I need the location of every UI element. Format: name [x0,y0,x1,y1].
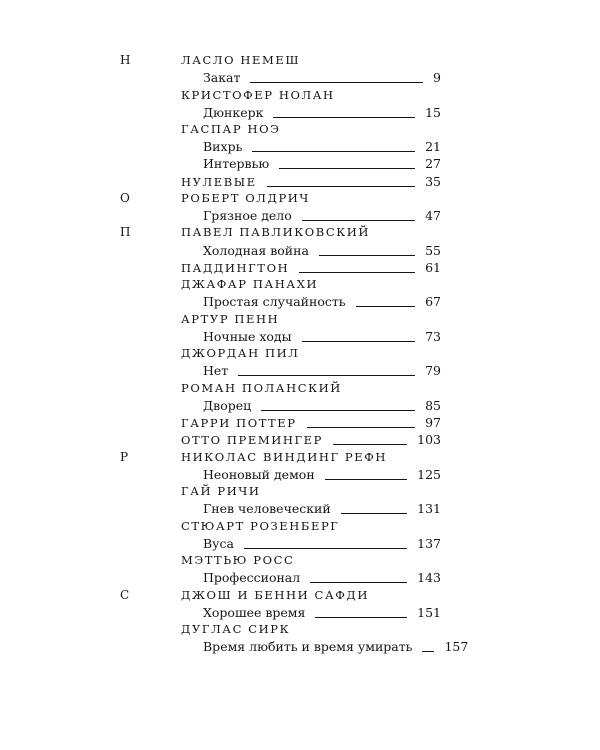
page-number: 85 [425,398,441,413]
author-heading: ДЖОШ И БЕННИ САФДИ [181,588,369,602]
leader-line [302,341,416,342]
toc-entry[interactable] [203,362,441,379]
toc-section-header [0,224,600,241]
entry-title: Холодная война [203,243,309,258]
author-heading: МЭТТЬЮ РОСС [181,553,295,567]
section-letter: О [120,191,130,205]
page-number: 15 [425,105,441,120]
leader-line [261,410,415,411]
toc-entry[interactable] [181,414,441,431]
author-heading: РОБЕРТ ОЛДРИЧ [181,191,310,205]
toc-entry[interactable] [203,207,441,224]
page-number: 125 [417,467,441,482]
leader-line [252,151,415,152]
author-heading: ДУГЛАС СИРК [181,622,291,636]
entry-title: Грязное дело [203,208,292,223]
author-heading: СТЮАРТ РОЗЕНБЕРГ [181,519,340,533]
toc-entry[interactable] [203,604,441,621]
entry-title: ОТТО ПРЕМИНГЕР [181,433,323,447]
author-heading: ДЖАФАР ПАНАХИ [181,277,319,291]
toc-section-header [0,587,600,604]
entry-title: Простая случайность [203,294,346,309]
toc-entry[interactable] [181,431,441,448]
page-number: 47 [425,208,441,223]
page-number: 79 [425,363,441,378]
leader-line [307,427,415,428]
page-number: 157 [444,639,469,654]
page-number: 97 [425,415,441,430]
leader-line [238,375,415,376]
entry-title: ГАРРИ ПОТТЕР [181,416,297,430]
leader-line [422,651,434,652]
leader-line [299,272,415,273]
toc-section-header [0,190,600,207]
leader-line [315,617,407,618]
entry-title: Дворец [203,398,252,413]
leader-line [244,548,407,549]
author-heading: ПАВЕЛ ПАВЛИКОВСКИЙ [181,225,370,239]
toc-entry[interactable] [181,259,441,276]
entry-title: Неоновый демон [203,467,315,482]
section-letter: С [120,588,130,602]
entry-title: Время любить и время умирать [203,639,413,654]
entry-title: Вихрь [203,139,243,154]
leader-line [356,306,416,307]
toc-entry[interactable] [203,500,441,517]
page-number: 21 [425,139,441,154]
page-number: 67 [425,294,441,309]
toc-entry[interactable] [203,638,469,655]
page-number: 131 [417,501,441,516]
leader-line [302,220,415,221]
entry-title: Дюнкерк [203,105,264,120]
leader-line [279,168,415,169]
page-number: 103 [417,432,441,447]
author-heading: ЛАСЛО НЕМЕШ [181,53,301,67]
author-heading: ДЖОРДАН ПИЛ [181,346,300,360]
toc-entry[interactable] [203,104,441,121]
toc-entry[interactable] [203,155,441,172]
author-heading: ГАСПАР НОЭ [181,122,281,136]
entry-title: ПАДДИНГТОН [181,261,290,275]
page-number: 35 [425,174,441,189]
author-heading: КРИСТОФЕР НОЛАН [181,88,335,102]
toc-section-header [0,52,600,69]
leader-line [325,479,407,480]
page-number: 61 [425,260,441,275]
section-letter: П [120,225,131,239]
toc-entry[interactable] [203,397,441,414]
toc-entry[interactable] [203,69,441,86]
author-heading: АРТУР ПЕНН [181,312,280,326]
section-letter: Р [120,450,129,464]
page-number: 73 [425,329,441,344]
toc-section-header [0,449,600,466]
toc-entry[interactable] [203,569,441,586]
author-heading: РОМАН ПОЛАНСКИЙ [181,381,342,395]
toc-entry[interactable] [203,466,441,483]
entry-title: Ночные ходы [203,329,292,344]
leader-line [310,582,407,583]
toc-entry[interactable] [203,242,441,259]
page-number: 27 [425,156,441,171]
leader-line [267,186,415,187]
entry-title: Закат [203,70,241,85]
toc-entry[interactable] [203,328,441,345]
entry-title: Нет [203,363,229,378]
leader-line [341,513,407,514]
page-number: 9 [433,70,441,85]
toc-entry[interactable] [203,535,441,552]
entry-title: Хорошее время [203,605,306,620]
leader-line [319,255,415,256]
toc-entry[interactable] [181,173,441,190]
entry-title: Вуса [203,536,234,551]
toc-entry[interactable] [203,138,441,155]
entry-title: НУЛЕВЫЕ [181,175,257,189]
toc-entry[interactable] [203,293,441,310]
leader-line [333,444,407,445]
page-number: 151 [417,605,441,620]
author-heading: ГАЙ РИЧИ [181,484,261,498]
page-number: 137 [417,536,441,551]
entry-title: Интервью [203,156,270,171]
leader-line [273,117,415,118]
author-heading: НИКОЛАС ВИНДИНГ РЕФН [181,450,388,464]
entry-title: Профессионал [203,570,301,585]
entry-title: Гнев человеческий [203,501,331,516]
page-number: 143 [417,570,441,585]
section-letter: Н [120,53,131,67]
leader-line [250,82,423,83]
page-number: 55 [425,243,441,258]
